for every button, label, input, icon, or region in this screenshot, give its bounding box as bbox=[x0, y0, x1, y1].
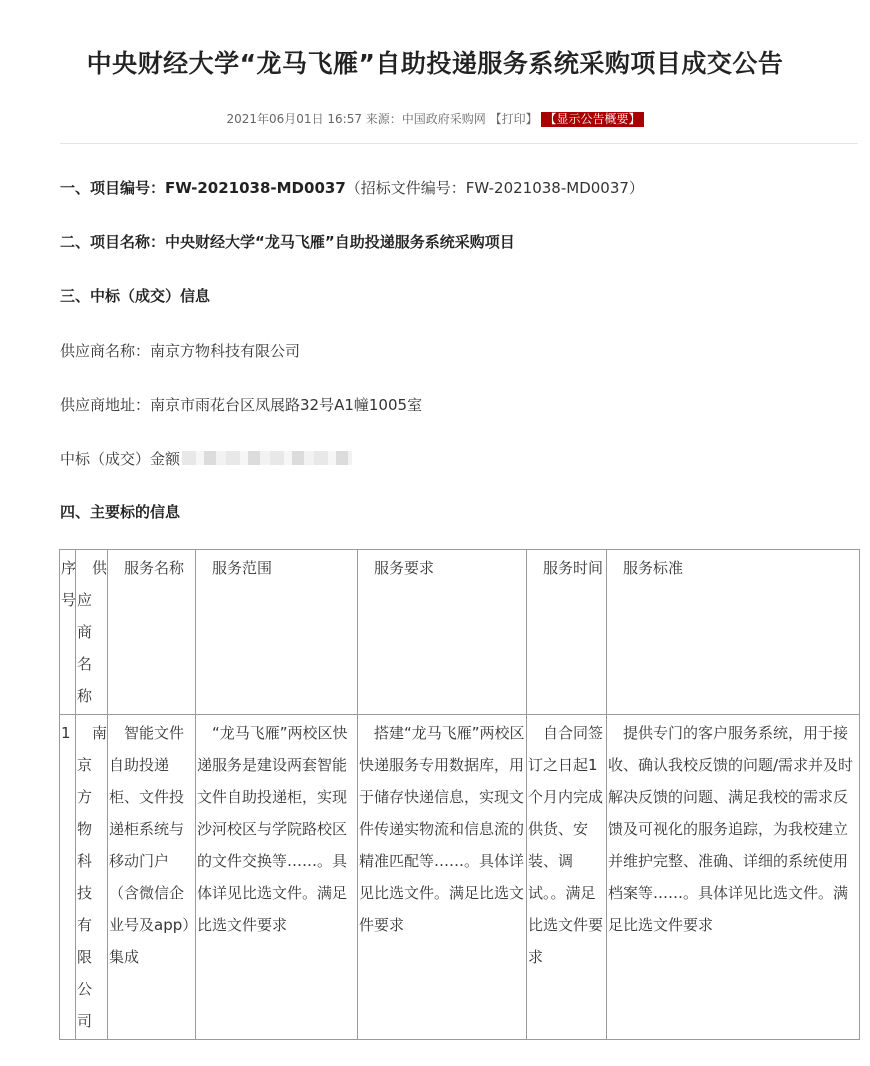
subject-table bbox=[59, 549, 860, 1040]
header-cell: 服务名称 bbox=[108, 550, 196, 715]
header-cell: 服务标准 bbox=[607, 550, 860, 715]
award-amount-line bbox=[60, 448, 352, 469]
award-info-heading: 三、中标（成交）信息 bbox=[60, 287, 211, 305]
header-cell: 供应商名称 bbox=[76, 550, 108, 715]
header-cell: 服务要求 bbox=[358, 550, 527, 715]
header-cell: 服务范围 bbox=[196, 550, 358, 715]
supplier-name: 供应商名称：南京方物科技有限公司 bbox=[60, 342, 301, 360]
show-summary-button[interactable]: 【显示公告概要】 bbox=[541, 112, 643, 127]
row-service-scope: “龙马飞雁”两校区快递服务是建设两套智能文件自助投递柜，实现沙河校区与学院路校区的文件交换等……。具体详见比选文件。满足比选文件要求 bbox=[196, 715, 358, 1040]
page-title: 中央财经大学“龙马飞雁”自助投递服务系统采购项目成交公告 bbox=[86, 49, 784, 78]
main-subject-heading: 四、主要标的信息 bbox=[60, 503, 181, 521]
tender-doc-number: （招标文件编号：FW-2021038-MD0037） bbox=[345, 179, 644, 197]
project-name: 二、项目名称：中央财经大学“龙马飞雁”自助投递服务系统采购项目 bbox=[60, 233, 515, 251]
header-cell: 服务时间 bbox=[527, 550, 607, 715]
row-service-name: 智能文件自助投递柜、文件投递柜系统与移动门户（含微信企业号及app）集成 bbox=[108, 715, 196, 1040]
publish-date: 2021年06月01日 16:57 bbox=[226, 112, 362, 126]
row-service-requirement: 搭建“龙马飞雁”两校区快递服务专用数据库，用于储存快递信息，实现文件传递实物流和信息流的精准匹配等……。具体详见比选文件。满足比选文件要求 bbox=[358, 715, 527, 1040]
row-service-standard: 提供专门的客户服务系统，用于接收、确认我校反馈的问题/需求并及时解决反馈的问题、满足我校的需求反馈及可视化的服务追踪，为我校建立并维护完整、准确、详细的系统使用档案等……。具体详见比选文件。满足比选文件要求 bbox=[607, 715, 860, 1040]
supplier-address: 供应商地址：南京市雨花台区凤展路32号A1幢1005室 bbox=[60, 396, 423, 414]
print-link[interactable]: 【打印】 bbox=[489, 112, 538, 126]
row-supplier: 南京方物科技有限公司 bbox=[76, 715, 108, 1040]
row-service-time: 自合同签订之日起1个月内完成供货、安装、调试。。满足比选文件要求 bbox=[527, 715, 607, 1040]
project-number-line bbox=[60, 177, 644, 198]
source-label: 来源：中国政府采购网 bbox=[365, 112, 486, 126]
article-meta bbox=[0, 110, 870, 127]
table-row bbox=[60, 715, 860, 1040]
table-header-row bbox=[60, 550, 860, 715]
redacted-amount bbox=[182, 451, 352, 465]
project-number: 一、项目编号：FW-2021038-MD0037 bbox=[60, 179, 346, 197]
award-amount-label: 中标（成交）金额 bbox=[60, 450, 181, 468]
divider bbox=[60, 143, 858, 144]
header-cell: 序号 bbox=[60, 550, 76, 715]
row-number: 1 bbox=[60, 715, 76, 1040]
